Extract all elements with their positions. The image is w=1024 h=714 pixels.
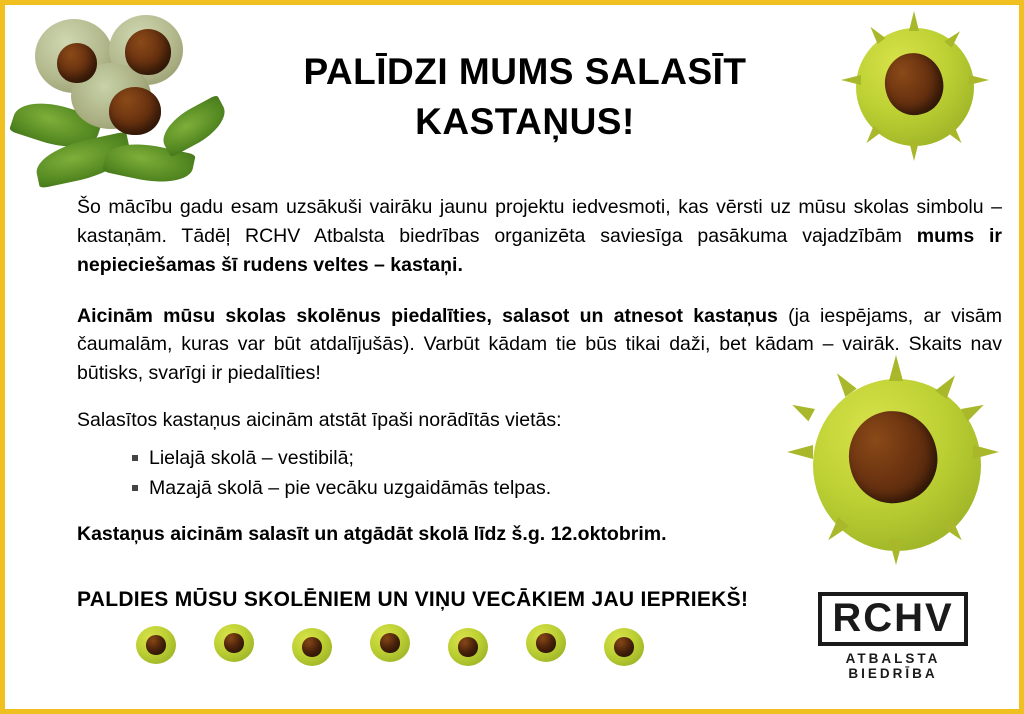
logo-frame (818, 592, 967, 646)
chestnut-husk-icon (851, 23, 981, 155)
deadline-text: Kastaņus aicinām salasīt un atgādāt skolā līdz š.g. 12.oktobrim. (77, 523, 667, 546)
list-item-label: Lielajā skolā – vestibilā; (149, 447, 354, 470)
paragraph-dropoff: Salasītos kastaņus aicinām atstāt īpaši norādītās vietās: (77, 409, 562, 432)
chestnut-row-icon (133, 621, 653, 673)
chestnut-cluster-icon (13, 13, 228, 188)
logo-name: RCHV (832, 596, 954, 640)
organization-logo (803, 592, 983, 681)
poster-body (77, 193, 1002, 546)
paragraph-call (77, 302, 1002, 389)
bullet-icon (132, 455, 138, 461)
list-item-label: Mazajā skolā – pie vecāku uzgaidāmās telpas. (149, 477, 552, 500)
thanks-text: PALDIES MŪSU SKOLĒNIEM UN VIŅU VECĀKIEM JAU IEPRIEKŠ! (77, 588, 749, 611)
dropoff-locations-list (77, 443, 1002, 503)
list-item (77, 443, 1002, 473)
paragraph-call-text: (ja iespējams, ar visām čaumalām, kuras var būt atdalījušās). Varbūt kādam tie būs tikai daži, bet kādam – vairāk. Skaits nav būtisks, svarīgi ir piedalīties! (77, 304, 1002, 385)
page-title: PALĪDZI MUMS SALASĪT KASTAŅUS! (303, 51, 747, 142)
bullet-icon (132, 485, 138, 491)
logo-subtitle: ATBALSTA BIEDRĪBA (845, 651, 941, 681)
paragraph-intro-emphasis: mums ir nepieciešamas šī rudens veltes – kastaņi. (77, 224, 1002, 276)
paragraph-call-emphasis: Aicinām mūsu skolas skolēnus piedalīties, salasot un atnesot kastaņus (77, 304, 778, 327)
paragraph-intro-text: Šo mācību gadu esam uzsākuši vairāku jaunu projektu iedvesmoti, kas vērsti uz mūsu skolas simbolu – kastaņām. Tādēļ RCHV Atbalsta biedrības organizēta saviesīga pasākuma vajadzībām (77, 196, 1002, 247)
list-item (77, 473, 1002, 503)
paragraph-intro (77, 193, 1002, 280)
